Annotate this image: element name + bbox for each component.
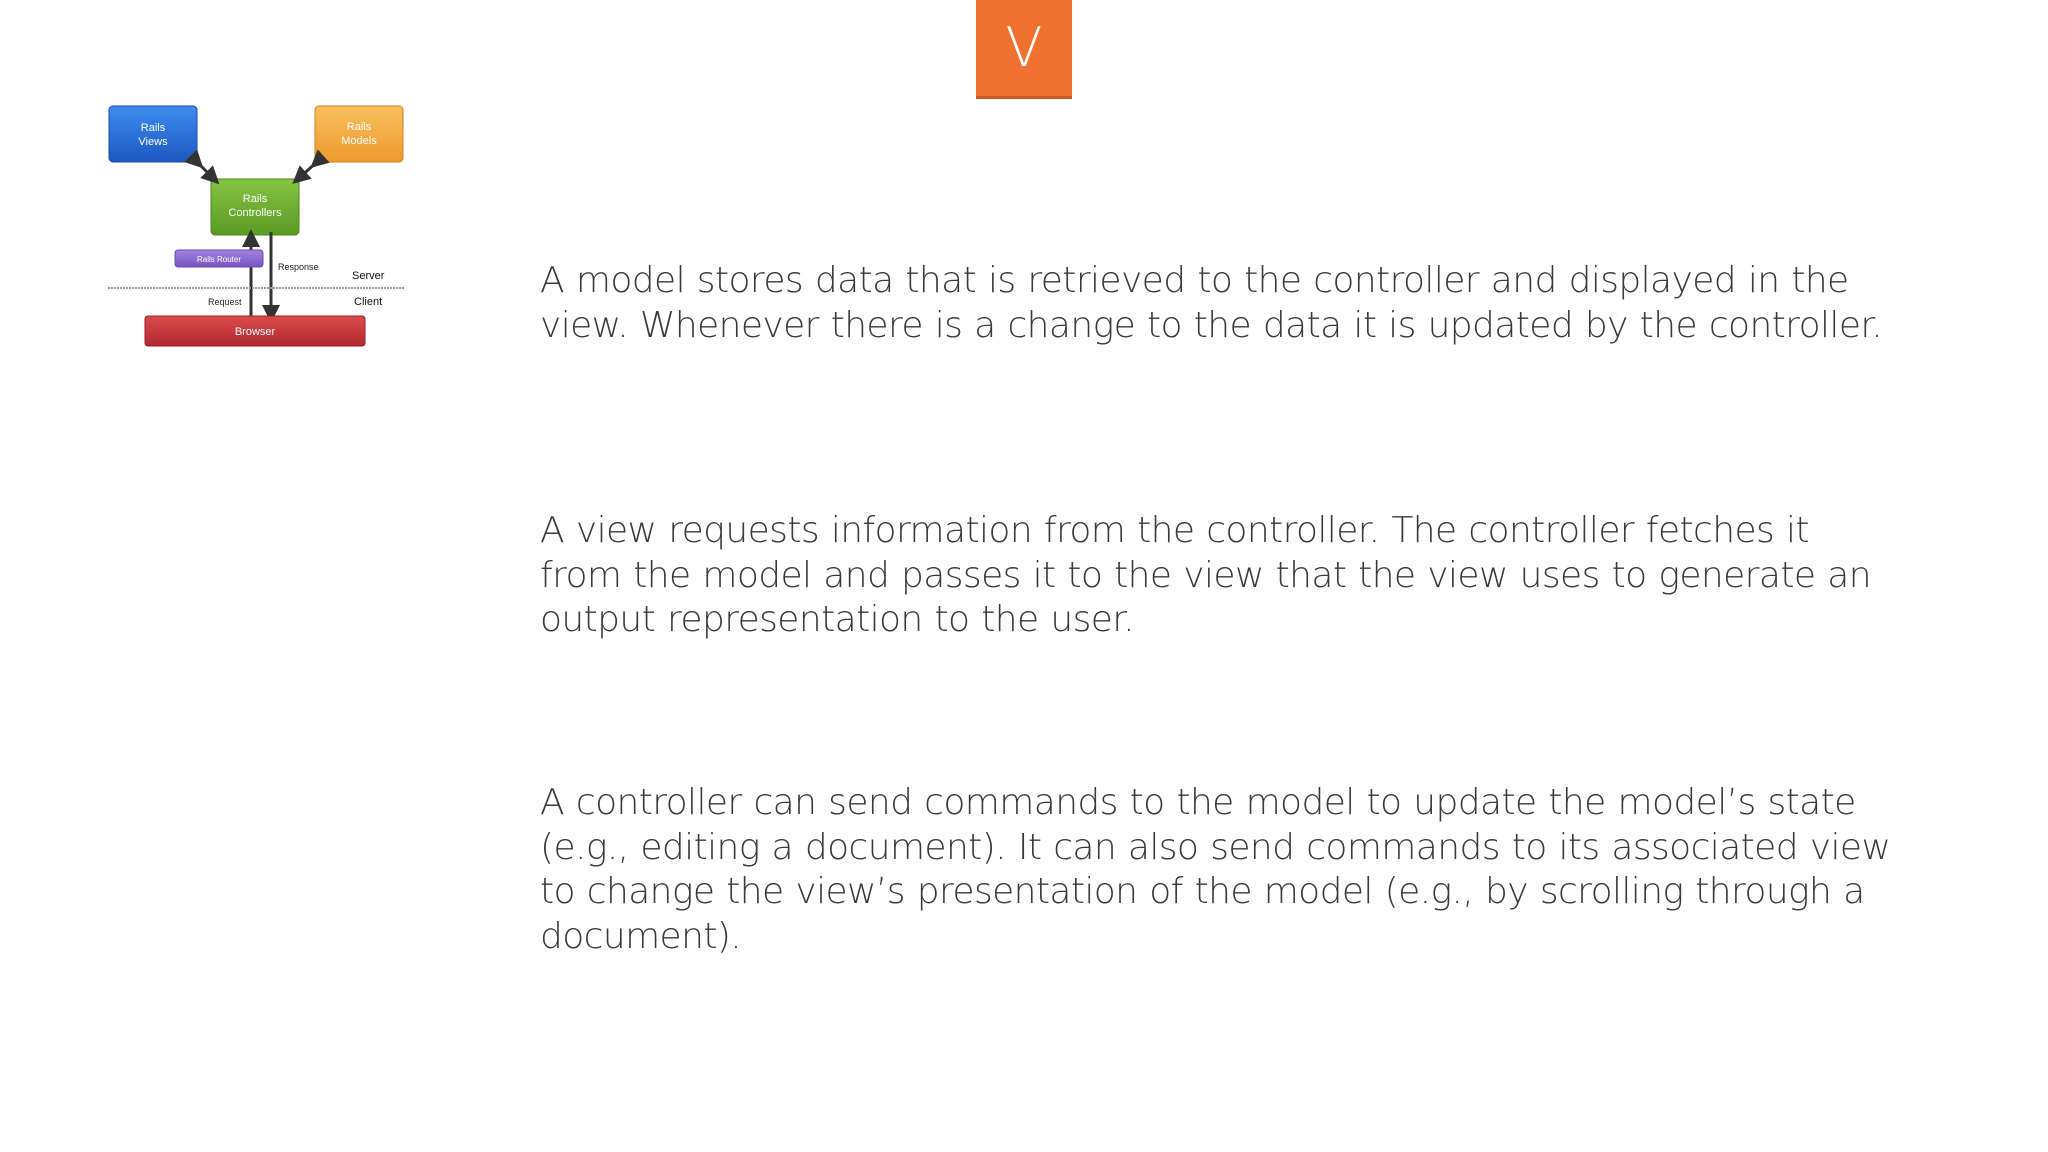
logo-badge xyxy=(976,0,1072,99)
svg-text:Rails: Rails xyxy=(140,122,166,134)
request-label: Request xyxy=(208,297,242,307)
client-label: Client xyxy=(354,296,383,308)
svg-text:Views: Views xyxy=(138,136,168,148)
rails-models-box xyxy=(315,106,403,162)
svg-text:V: V xyxy=(1005,16,1043,79)
rails-mvc-diagram xyxy=(100,95,420,360)
v-logo-icon xyxy=(976,0,1072,96)
controller-description: A controller can send commands to the model to update the model’s state (e.g., editing a document). It can also send commands to its associated view to change the view’s presentation of the model (e.g., by scrolling through a document). xyxy=(540,782,1891,957)
rails-router-box xyxy=(175,250,263,267)
svg-text:Rails: Rails xyxy=(346,121,372,133)
svg-text:Browser: Browser xyxy=(234,326,276,338)
svg-text:Rails: Rails xyxy=(242,193,268,205)
model-description: A model stores data that is retrieved to the controller and displayed in the view. Whenever there is a change to the data it is updated by the controller. xyxy=(540,260,1883,346)
svg-text:Models: Models xyxy=(341,135,377,147)
rails-controllers-box xyxy=(211,179,299,235)
svg-text:Controllers: Controllers xyxy=(228,207,282,219)
view-description: A view requests information from the controller. The controller fetches it from the model and passes it to the view that the view uses to generate an output representation to the user. xyxy=(540,510,1871,640)
response-label: Response xyxy=(278,262,319,272)
browser-box xyxy=(145,316,365,346)
rails-views-box xyxy=(109,106,197,162)
svg-text:Rails Router: Rails Router xyxy=(196,255,242,264)
server-label: Server xyxy=(352,270,385,282)
